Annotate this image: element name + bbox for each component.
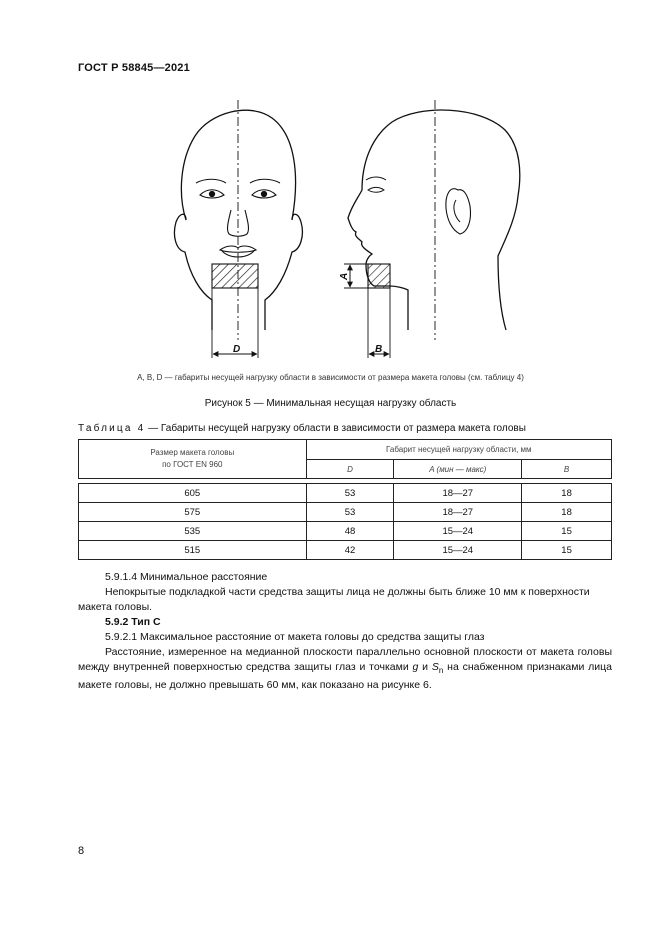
table-row bbox=[79, 541, 612, 560]
cell-d: 53 bbox=[306, 503, 394, 522]
front-load-bearing-area bbox=[212, 264, 258, 288]
front-right-eyebrow bbox=[250, 179, 280, 183]
table-title bbox=[78, 423, 526, 434]
cell-size: 535 bbox=[79, 522, 307, 541]
dimension-d-label: D bbox=[233, 344, 241, 355]
dimension-b-label: B bbox=[375, 344, 383, 355]
front-left-pupil bbox=[210, 192, 215, 197]
table-number: Таблица 4 bbox=[78, 423, 146, 434]
figure-legend: A, B, D — габариты несущей нагрузку области в зависимости от размера макета головы (см. таблицу 4) bbox=[137, 373, 524, 382]
side-brow bbox=[366, 177, 386, 180]
column-group-header: Габарит несущей нагрузку области, мм bbox=[306, 440, 611, 460]
side-eye bbox=[368, 187, 384, 192]
cell-a: 18—27 bbox=[394, 484, 522, 503]
cell-a: 18—27 bbox=[394, 503, 522, 522]
column-header-a: A (мин — макс) bbox=[394, 460, 522, 479]
section-5-9-2-heading: 5.9.2 Тип С bbox=[105, 616, 161, 628]
cell-size: 515 bbox=[79, 541, 307, 560]
paragraph-5-9-2-1-body: Расстояние, измеренное на медианной плоскости параллельно основной плоскости от макета головы между внутренней поверхностью средства защиты глаз и точками g и $S_n$ на снабженном признаками лица макете головы, не должно превышать 60 мм, как показано на рисунке 6. bbox=[78, 646, 613, 692]
table-title-text: — Габариты несущей нагрузку области в зависимости от размера макета головы bbox=[145, 423, 526, 434]
figure-5-head-diagrams bbox=[0, 95, 661, 375]
side-head-outline bbox=[348, 110, 520, 330]
figure-caption: Рисунок 5 — Минимальная несущая нагрузку область bbox=[204, 398, 457, 409]
column-header-d: D bbox=[306, 460, 394, 479]
paragraph-5-9-1-4-heading: 5.9.1.4 Минимальное расстояние bbox=[105, 571, 268, 583]
front-right-pupil bbox=[262, 192, 267, 197]
cell-b: 15 bbox=[522, 541, 612, 560]
page-number: 8 bbox=[78, 845, 85, 857]
cell-d: 48 bbox=[306, 522, 394, 541]
cell-b: 18 bbox=[522, 503, 612, 522]
cell-a: 15—24 bbox=[394, 541, 522, 560]
column-header-b: B bbox=[522, 460, 612, 479]
side-ear-inner bbox=[454, 200, 460, 222]
cell-size: 605 bbox=[79, 484, 307, 503]
table-row bbox=[79, 503, 612, 522]
cell-size: 575 bbox=[79, 503, 307, 522]
table-row bbox=[79, 522, 612, 541]
dimension-a-label: A bbox=[339, 272, 350, 280]
document-header: ГОСТ Р 58845—2021 bbox=[78, 62, 190, 74]
front-left-eyebrow bbox=[196, 179, 226, 183]
side-ear bbox=[446, 189, 471, 234]
column-header-head-size: Размер макета головы по ГОСТ EN 960 bbox=[79, 440, 307, 479]
side-head-view bbox=[348, 110, 520, 330]
cell-b: 18 bbox=[522, 484, 612, 503]
cell-b: 15 bbox=[522, 522, 612, 541]
cell-d: 42 bbox=[306, 541, 394, 560]
table-row bbox=[79, 484, 612, 503]
paragraph-5-9-1-4-body: Непокрытые подкладкой части средства защиты лица не должны быть ближе 10 мм к поверхности макета головы. bbox=[78, 586, 590, 613]
paragraph-5-9-2-1-heading: 5.9.2.1 Максимальное расстояние от макета головы до средства защиты глаз bbox=[105, 631, 485, 643]
cell-a: 15—24 bbox=[394, 522, 522, 541]
cell-d: 53 bbox=[306, 484, 394, 503]
side-load-bearing-area bbox=[368, 264, 390, 288]
dimensions-table bbox=[78, 439, 612, 560]
